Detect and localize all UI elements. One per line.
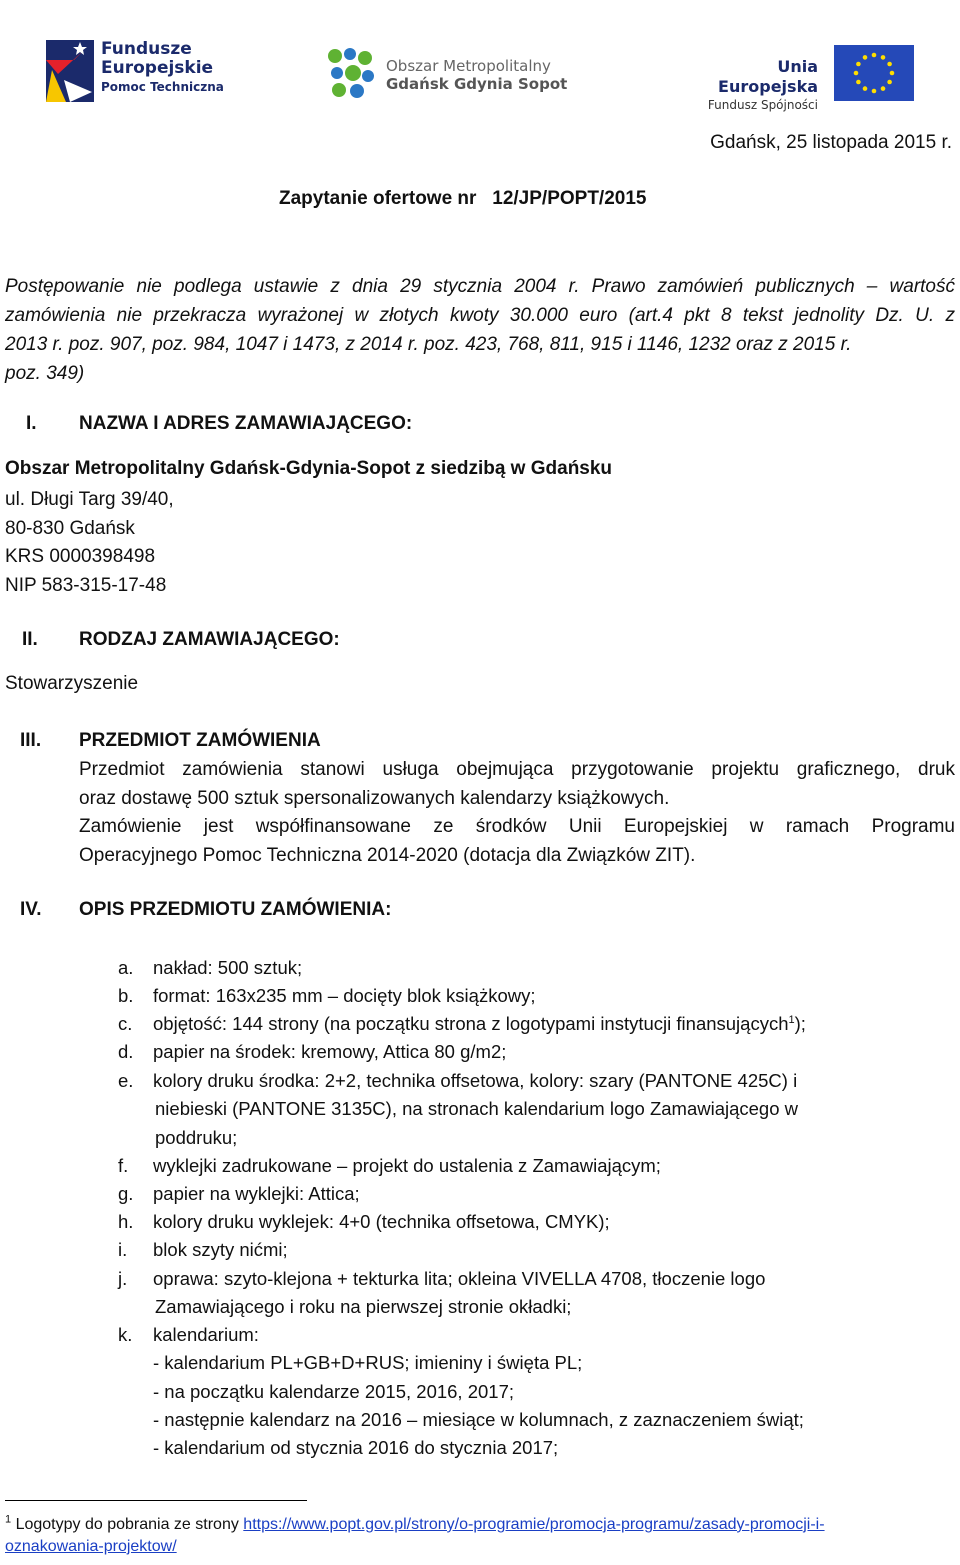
om-line1: Obszar Metropolitalny <box>386 57 551 75</box>
intro-line: zamówienia nie przekracza wyrażonej w złotych kwoty 30.000 euro (art.4 pkt 8 tekst jednolity Dz. U. z <box>5 305 955 326</box>
fundusze-europejskie-logo-icon <box>44 40 96 102</box>
spec-item-b: b. format: 163x235 mm – docięty blok książkowy; <box>118 985 536 1006</box>
section-3-line: Przedmiot zamówienia stanowi usługa obejmująca przygotowanie projektu graficznego, druk <box>79 759 955 780</box>
intro-line: 2013 r. poz. 907, poz. 984, 1047 i 1473, z 2014 r. poz. 423, 768, 811, 915 i 1146, 1232 oraz z 2015 r. <box>5 334 852 355</box>
spec-item-g: g. papier na wyklejki: Attica; <box>118 1183 360 1204</box>
spec-item-k: k. kalendarium: - kalendarium PL+GB+D+RUS; imieniny i święta PL; - na początku kalendarze 2015, 2016, 2017; - następnie kalendarz na 2016 – miesiące w kolumnach, z zaznaczeniem świąt; - kalendarium od stycznia 2016 do stycznia 2017; <box>118 1324 804 1459</box>
section-2-number: II. <box>22 629 38 650</box>
intro-line: Postępowanie nie podlega ustawie z dnia 29 stycznia 2004 r. Prawo zamówień publicznych – wartość <box>5 276 955 297</box>
section-2-heading: RODZAJ ZAMAWIAJĄCEGO: <box>79 629 340 650</box>
section-1-heading: NAZWA I ADRES ZAMAWIAJĄCEGO: <box>79 413 413 434</box>
fe-line3: Pomoc Techniczna <box>101 80 224 94</box>
address-line: 80-830 Gdańsk <box>5 517 135 539</box>
ue-line1: Unia Europejska <box>718 57 818 96</box>
spec-item-e: e. kolory druku środka: 2+2, technika offsetowa, kolory: szary (PANTONE 425C) i niebieski (PANTONE 3135C), na stronach kalendarium logo Zamawiającego w poddruku; <box>118 1070 799 1148</box>
logo-bar <box>0 0 960 120</box>
spec-item-h: h. kolory druku wyklejek: 4+0 (technika offsetowa, CMYK); <box>118 1211 610 1232</box>
fe-line1: Fundusze <box>101 39 192 59</box>
krs-line: KRS 0000398498 <box>5 546 156 567</box>
spec-item-c: c. objętość: 144 strony (na początku strona z logotypami instytucji finansujących$^1$); <box>118 1013 806 1034</box>
footnote-text: Logotypy do pobrania ze strony <box>15 1516 239 1533</box>
section-3-heading: PRZEDMIOT ZAMÓWIENIA <box>79 730 321 751</box>
document-title <box>279 188 646 210</box>
section-3-body <box>79 756 955 870</box>
footnote-ref[interactable]: 1 <box>788 1013 795 1026</box>
document-date: Gdańsk, 25 listopada 2015 r. <box>710 132 952 153</box>
section-4-heading: OPIS PRZEDMIOTU ZAMÓWIENIA: <box>79 899 392 920</box>
fe-line2: Europejskie <box>101 58 214 78</box>
spec-item-f: f. wyklejki zadrukowane – projekt do ustalenia z Zamawiającym; <box>118 1155 661 1176</box>
footnote <box>5 1514 955 1558</box>
section-1-number: I. <box>26 413 37 434</box>
section-3-line: Zamówienie jest współfinansowane ze środków Unii Europejskiej w ramach Programu <box>79 816 955 837</box>
nip-line: NIP 583-315-17-48 <box>5 574 167 596</box>
footnote-number: 1 <box>5 1513 12 1526</box>
section-3-line: Operacyjnego Pomoc Techniczna 2014-2020 (dotacja dla Związków ZIT). <box>79 844 696 866</box>
footnote-link-continued[interactable]: oznakowania-projektow/ <box>5 1538 177 1555</box>
spec-item-a: a. nakład: 500 sztuk; <box>118 957 303 978</box>
intro-paragraph <box>5 272 955 388</box>
footnote-divider <box>5 1500 307 1501</box>
contracting-authority-name: Obszar Metropolitalny Gdańsk-Gdynia-Sopot z siedzibą w Gdańsku <box>5 458 613 479</box>
spec-item-j: j. oprawa: szyto-klejona + tekturka lita; okleina VIVELLA 4708, tłoczenie logo Zamawiającego i roku na pierwszej stronie okładki; <box>118 1268 766 1318</box>
section-3-line: oraz dostawę 500 sztuk spersonalizowanych kalendarzy książkowych. <box>79 787 670 809</box>
eu-flag-icon <box>834 45 914 101</box>
om-line2: Gdańsk Gdynia Sopot <box>386 75 568 93</box>
spec-item-d: d. papier na środek: kremowy, Attica 80 g/m2; <box>118 1041 507 1062</box>
ue-line2: Fundusz Spójności <box>707 98 818 112</box>
section-4-number: IV. <box>20 899 42 920</box>
intro-line: poz. 349) <box>5 363 85 384</box>
title-prefix: Zapytanie ofertowe nr <box>279 188 477 209</box>
om-logo-text <box>386 57 567 93</box>
fe-logo-text <box>101 40 224 97</box>
obszar-metropolitalny-logo-icon <box>325 46 375 100</box>
title-number: 12/JP/POPT/2015 <box>492 188 647 209</box>
contracting-authority-address <box>5 486 174 600</box>
section-3-number: III. <box>20 730 42 751</box>
contracting-authority-type: Stowarzyszenie <box>5 673 139 694</box>
ue-logo-text <box>680 57 818 113</box>
footnote-link[interactable]: https://www.popt.gov.pl/strony/o-programie/promocja-programu/zasady-promocji-i- <box>243 1516 825 1533</box>
address-line: ul. Długi Targ 39/40, <box>5 489 174 510</box>
spec-item-i: i. blok szyty nićmi; <box>118 1239 288 1260</box>
